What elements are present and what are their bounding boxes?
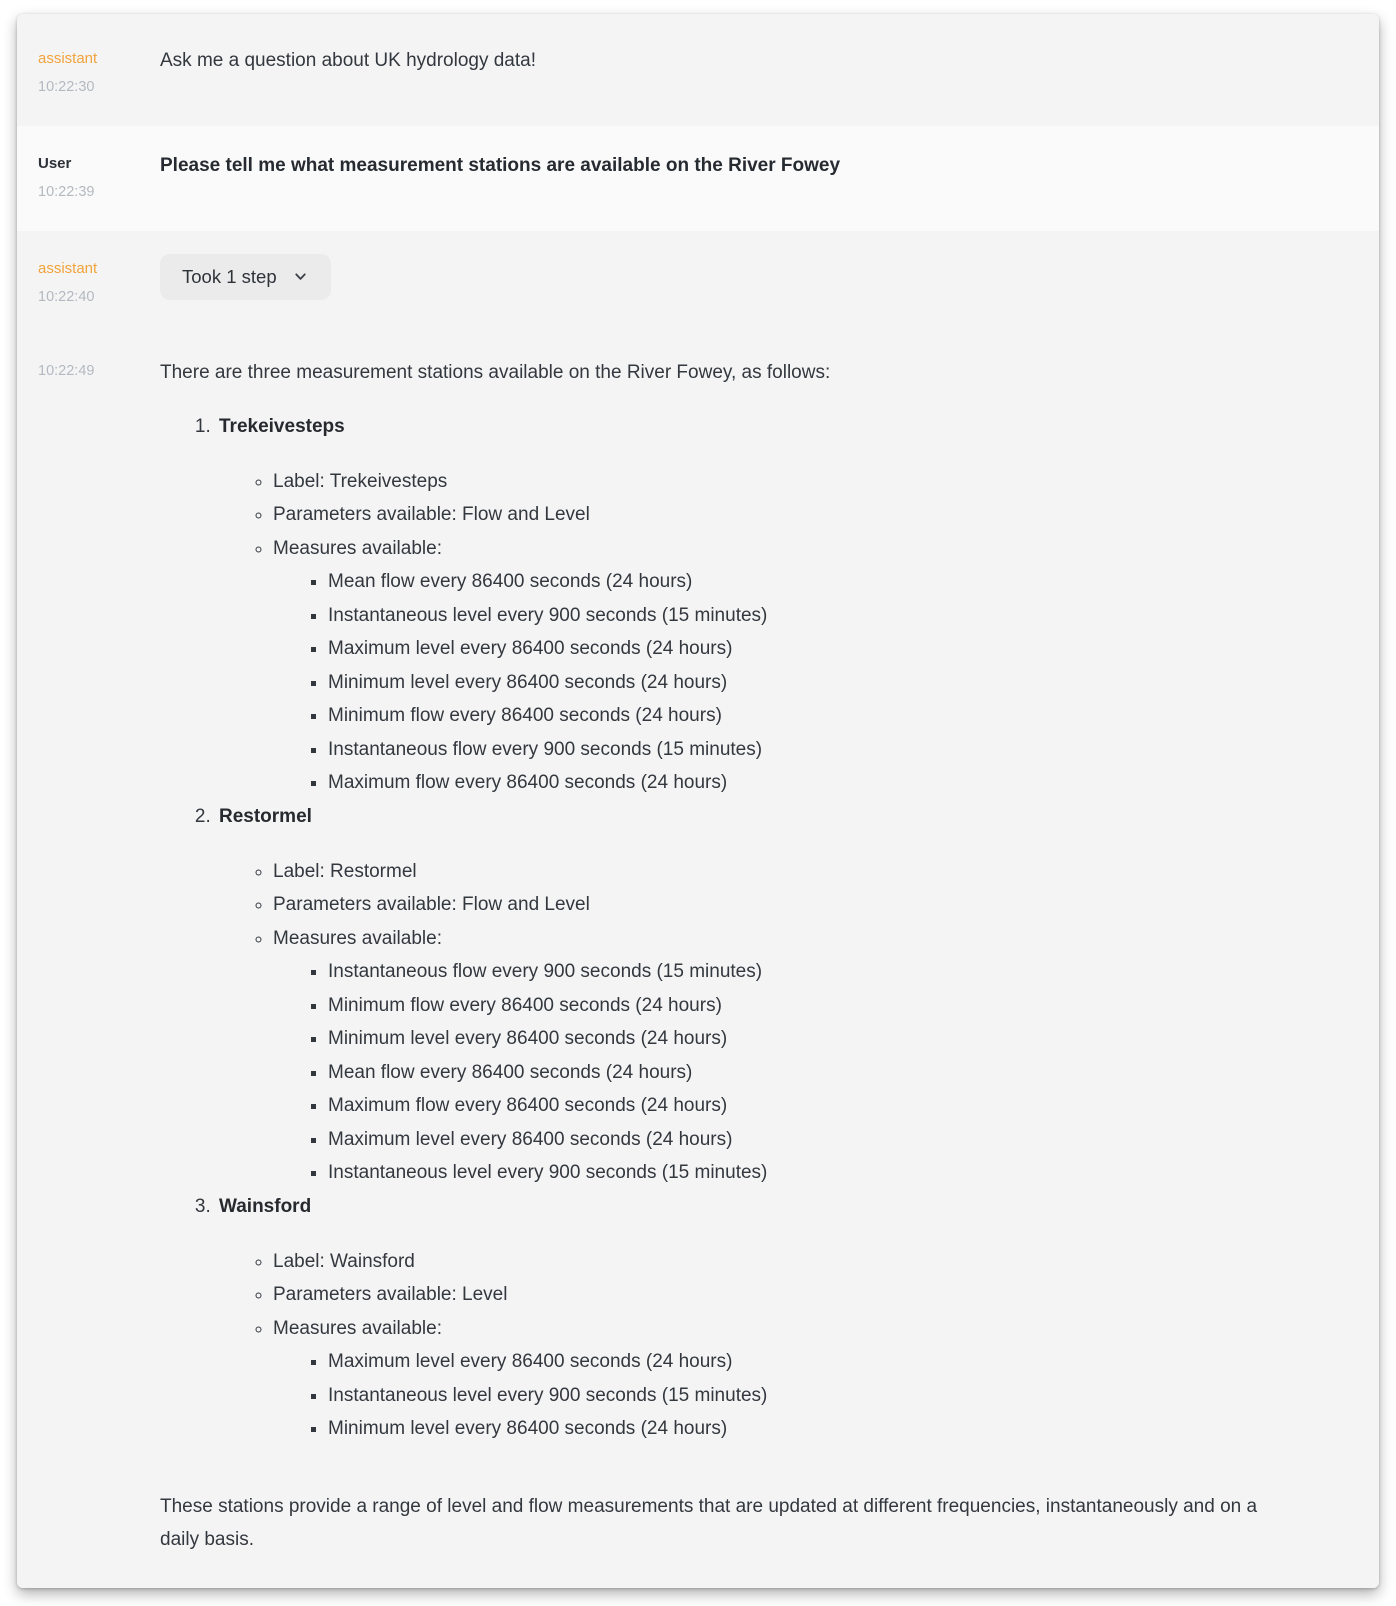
- measures-list: [273, 565, 1349, 800]
- measure-item: ▪ Minimum flow every 86400 seconds (24 hours): [328, 699, 1349, 733]
- station-name: 1. Trekeivesteps: [219, 415, 345, 437]
- measure-item: ▪ Instantaneous level every 900 seconds (15 minutes): [328, 1156, 1349, 1190]
- measure-item: ▪ Minimum level every 86400 seconds (24 hours): [328, 1022, 1349, 1056]
- measure-item: ▪ Maximum level every 86400 seconds (24 hours): [328, 1123, 1349, 1157]
- station-parameters: ◦ Parameters available: Flow and Level: [273, 498, 1349, 532]
- measure-item: ▪ Minimum level every 86400 seconds (24 hours): [328, 666, 1349, 700]
- chevron-down-icon: [292, 268, 309, 285]
- measure-item: ▪ Instantaneous level every 900 seconds (15 minutes): [328, 1379, 1349, 1413]
- message-assistant-greeting: [17, 14, 1379, 126]
- measure-item: ▪ Mean flow every 86400 seconds (24 hours): [328, 1056, 1349, 1090]
- message-text: Please tell me what measurement stations are available on the River Fowey: [160, 154, 841, 176]
- measure-item: ▪ Maximum flow every 86400 seconds (24 hours): [328, 766, 1349, 800]
- timestamp: 10:22:49: [38, 362, 95, 379]
- timestamp: 10:22:39: [38, 183, 95, 200]
- station-measures-heading: ◦ Measures available: ▪ Mean flow every 86400 seconds (24 hours) ▪ Instantaneous level every 900 seconds (15 minutes) ▪ Maximum level every 86400 seconds (24 hours) ▪ Minimum level every 86400 seconds (24 hours) ▪ Minimum flow every 86400 seconds (24 hours) ▪ Instantaneous flow every 900 seconds (15 minutes) ▪ Maximum flow every 86400 seconds (24 hours): [273, 532, 1349, 800]
- station-parameters: ◦ Parameters available: Flow and Level: [273, 888, 1349, 922]
- measures-list: [273, 955, 1349, 1190]
- role-label-assistant: assistant: [38, 50, 98, 67]
- timestamp: 10:22:30: [38, 78, 95, 95]
- took-steps-button[interactable]: [160, 254, 331, 300]
- station-parameters: ◦ Parameters available: Level: [273, 1278, 1349, 1312]
- measure-item: ▪ Maximum flow every 86400 seconds (24 hours): [328, 1089, 1349, 1123]
- station-item: [216, 410, 1349, 800]
- message-assistant-answer: [17, 231, 1379, 1588]
- measures-list: [273, 1345, 1349, 1446]
- station-measures-heading: ◦ Measures available: ▪ Maximum level every 86400 seconds (24 hours) ▪ Instantaneous level every 900 seconds (15 minutes) ▪ Minimum level every 86400 seconds (24 hours): [273, 1312, 1349, 1446]
- measure-item: ▪ Instantaneous flow every 900 seconds (15 minutes): [328, 733, 1349, 767]
- station-label: ◦ Label: Trekeivesteps: [273, 465, 1349, 499]
- message-meta: [38, 48, 160, 96]
- measure-item: ▪ Mean flow every 86400 seconds (24 hours): [328, 565, 1349, 599]
- station-item: [216, 800, 1349, 1190]
- stations-list: [160, 410, 1349, 1446]
- station-measures-heading: ◦ Measures available: ▪ Instantaneous flow every 900 seconds (15 minutes) ▪ Minimum flow every 86400 seconds (24 hours) ▪ Minimum level every 86400 seconds (24 hours) ▪ Mean flow every 86400 seconds (24 hours) ▪ Maximum flow every 86400 seconds (24 hours) ▪ Maximum level every 86400 seconds (24 hours) ▪ Instantaneous level every 900 seconds (15 minutes): [273, 922, 1349, 1190]
- chat-panel: [17, 14, 1379, 1588]
- answer-subrow: [38, 360, 1379, 1556]
- station-label: ◦ Label: Wainsford: [273, 1245, 1349, 1279]
- station-name: 2. Restormel: [219, 805, 312, 827]
- station-name: 3. Wainsford: [219, 1195, 312, 1217]
- station-item: [216, 1190, 1349, 1446]
- message-text: Ask me a question about UK hydrology data!: [160, 50, 537, 71]
- measure-item: ▪ Instantaneous flow every 900 seconds (15 minutes): [328, 955, 1349, 989]
- measure-item: ▪ Instantaneous level every 900 seconds (15 minutes): [328, 599, 1349, 633]
- message-meta: [38, 258, 160, 306]
- took-steps-label: Took 1 step: [182, 265, 277, 287]
- timestamp: 10:22:40: [38, 288, 95, 305]
- role-label-user: User: [38, 154, 72, 172]
- measure-item: ▪ Minimum flow every 86400 seconds (24 hours): [328, 989, 1349, 1023]
- message-user-question: [17, 126, 1379, 231]
- measure-item: ▪ Minimum level every 86400 seconds (24 hours): [328, 1412, 1349, 1446]
- measure-item: ▪ Maximum level every 86400 seconds (24 hours): [328, 1345, 1349, 1379]
- station-label: ◦ Label: Restormel: [273, 855, 1349, 889]
- steps-subrow: [38, 258, 1379, 306]
- message-meta: [38, 153, 160, 201]
- answer-outro: These stations provide a range of level and flow measurements that are updated at different frequencies, instantaneously and on a daily basis.: [160, 1495, 1258, 1550]
- measure-item: ▪ Maximum level every 86400 seconds (24 hours): [328, 632, 1349, 666]
- role-label-assistant: assistant: [38, 259, 98, 277]
- answer-intro: There are three measurement stations available on the River Fowey, as follows:: [160, 361, 831, 383]
- message-meta: [38, 360, 160, 380]
